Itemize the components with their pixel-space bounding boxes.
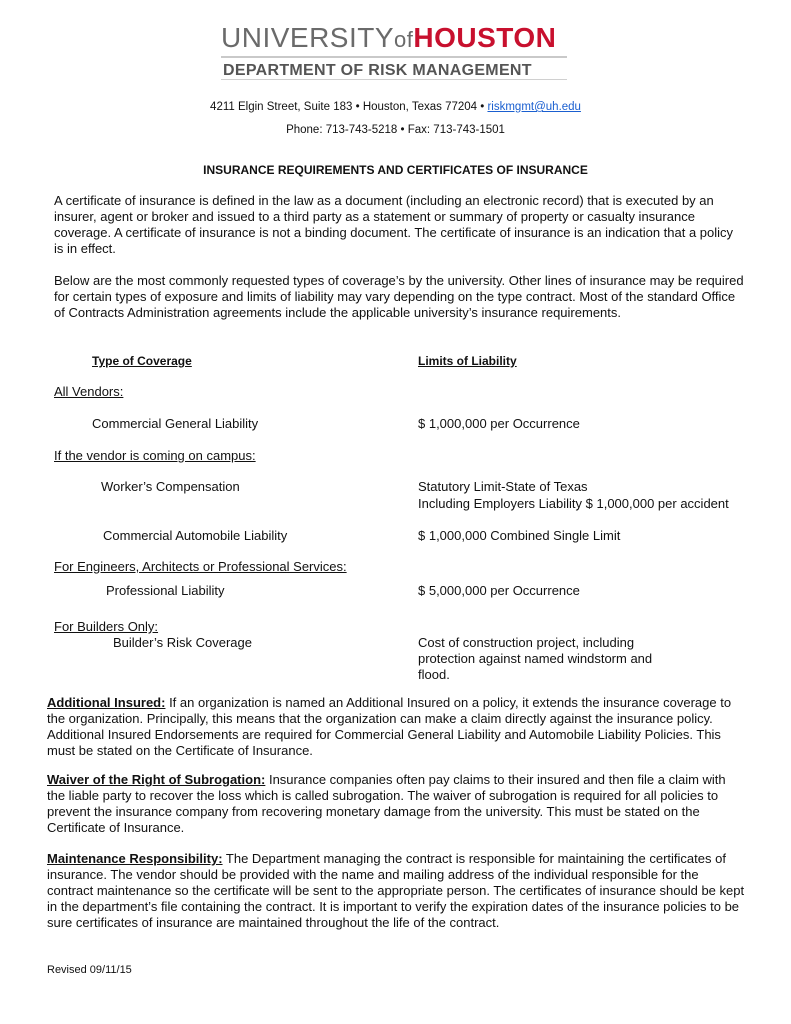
logo-department-text: DEPARTMENT OF RISK MANAGEMENT — [223, 62, 532, 79]
maintenance-label: Maintenance Responsibility: — [47, 851, 223, 866]
limit-builders-3: flood. — [418, 667, 450, 682]
col-header-limits: Limits of Liability — [418, 354, 517, 368]
additional-insured-label: Additional Insured: — [47, 695, 166, 710]
group-builders: For Builders Only: — [54, 619, 159, 634]
waiver-label: Waiver of the Right of Subrogation: — [47, 772, 266, 787]
group-campus: If the vendor is coming on campus: — [54, 448, 256, 463]
logo-bottom-rule — [221, 79, 567, 80]
waiver-text: Insurance companies often pay claims to their insured and then file a claim with the liable party to recover the loss which is called subrogation. The waiver of subrogation is required for all policies to prevent the insurance company from recovering monetary damage from the university. This must be stated on the Certificate of Insurance. — [47, 772, 726, 835]
limit-builders-2: protection against named windstorm and — [418, 651, 653, 666]
additional-insured-text: If an organization is named an Additional Insured on a policy, it extends the insurance coverage to the organization. Principally, this means that the organization can make a claim directly against the insurance policy. Additional Insured Endorsements are required for Commercial General Liability and Automobile Liability Policies. This must be stated on the Certificate of Insurance. — [47, 695, 732, 758]
coverage-workers: Worker’s Compensation — [101, 479, 240, 494]
section-additional-insured — [47, 695, 747, 759]
contact-address: 4211 Elgin Street, Suite 183 • Houston, Texas 77204 • — [210, 101, 488, 113]
coverage-builders: Builder’s Risk Coverage — [113, 635, 252, 650]
col-header-coverage: Type of Coverage — [92, 354, 192, 368]
limit-workers-2: Including Employers Liability $ 1,000,000 per accident — [418, 496, 729, 511]
logo-divider — [221, 56, 567, 58]
limit-builders-1: Cost of construction project, including — [418, 635, 635, 650]
limit-professional: $ 5,000,000 per Occurrence — [418, 583, 580, 598]
limit-workers-1: Statutory Limit-State of Texas — [418, 479, 588, 494]
university-logo — [221, 22, 556, 54]
logo-houston-text: HOUSTON — [413, 22, 557, 53]
page-title: INSURANCE REQUIREMENTS AND CERTIFICATES OF INSURANCE — [203, 163, 588, 177]
intro-paragraph-2: Below are the most commonly requested types of coverage’s by the university. Other lines of insurance may be required for certain types of exposure and limits of liability may vary depending on the type contract. Most of the standard Office of Contracts Administration agreements include the applicable university’s insurance requirements. — [54, 273, 744, 320]
revision-date: Revised 09/11/15 — [47, 964, 132, 976]
contact-email-link[interactable]: riskmgmt@uh.edu — [487, 101, 581, 113]
logo-of-text: of — [394, 27, 414, 52]
maintenance-text: The Department managing the contract is responsible for maintaining the certificates of insurance. The vendor should be provided with the name and mailing address of the individual responsible for the contract maintenance so the certificate will be sent to the appropriate person. The certificates of insurance should be kept in the department’s file containing the contract. It is important to verify the expiration dates of the insurance policies to be sure certificates of insurance are maintained throughout the life of the contract. — [47, 851, 745, 930]
coverage-cgl: Commercial General Liability — [92, 416, 259, 431]
coverage-auto: Commercial Automobile Liability — [103, 528, 288, 543]
group-all-vendors: All Vendors: — [54, 384, 124, 399]
section-waiver — [47, 772, 747, 836]
limit-cgl: $ 1,000,000 per Occurrence — [418, 416, 580, 431]
coverage-professional: Professional Liability — [106, 583, 225, 598]
section-maintenance — [47, 851, 747, 931]
intro-paragraph-1: A certificate of insurance is defined in the law as a document (including an electronic record) that is executed by an insurer, agent or broker and issued to a third party as a statement or summary of property or casualty insurance coverage. A certificate of insurance is not a binding document. The certificate of insurance is an indication that a policy is in effect. — [54, 193, 734, 256]
limit-auto: $ 1,000,000 Combined Single Limit — [418, 528, 621, 543]
logo-university-text: UNIVERSITY — [221, 22, 395, 53]
contact-address-line — [0, 101, 791, 113]
contact-phone-fax: Phone: 713-743-5218 • Fax: 713-743-1501 — [286, 124, 505, 136]
group-professional: For Engineers, Architects or Professional Services: — [54, 559, 347, 574]
